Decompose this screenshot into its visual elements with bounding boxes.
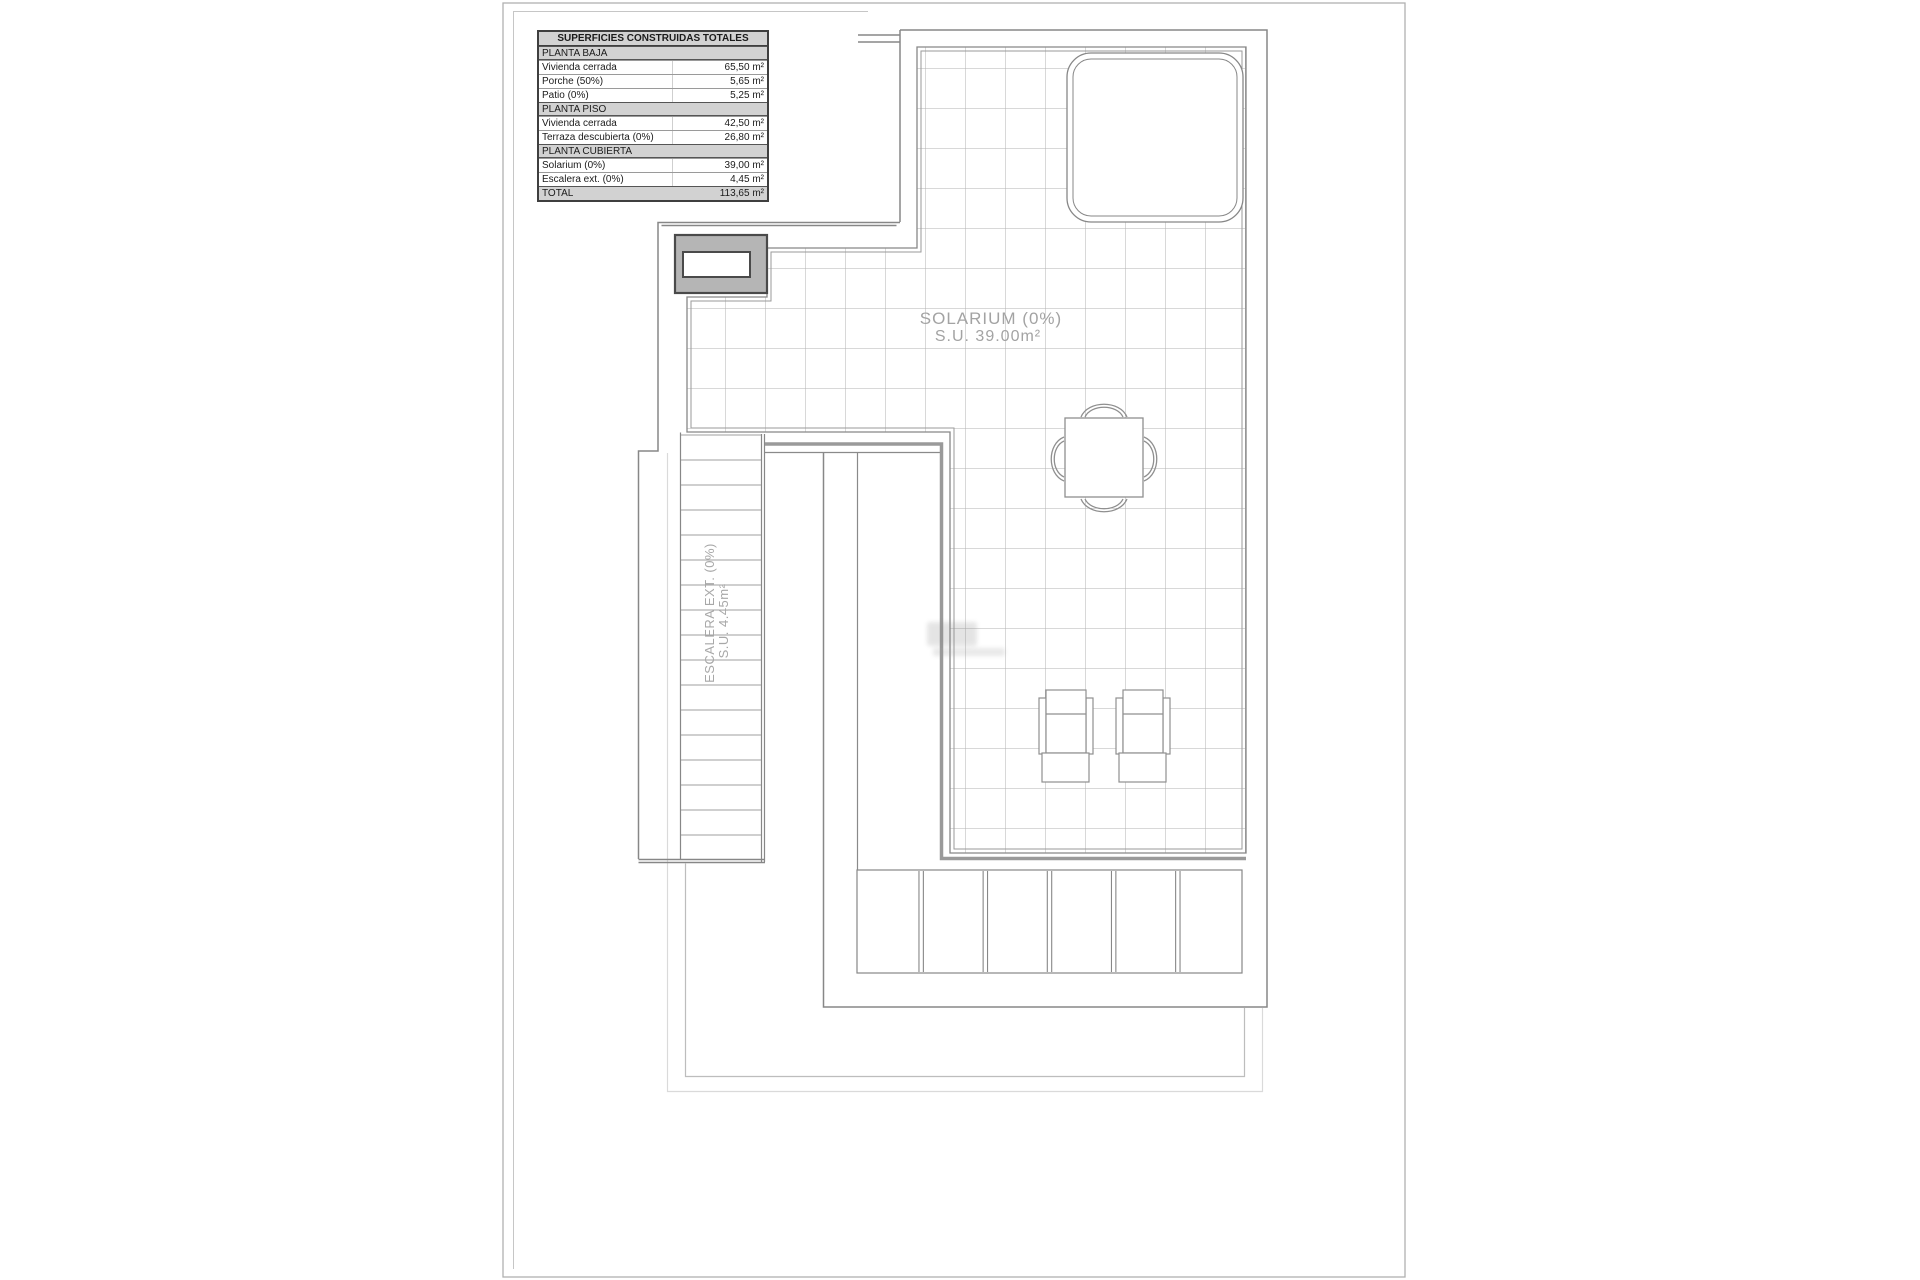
table-row xyxy=(539,60,767,74)
row-label: Porche (50%) xyxy=(539,75,673,88)
row-value: 5,65 m² xyxy=(730,76,764,87)
chimney-box xyxy=(675,235,767,293)
row-value: 39,00 m² xyxy=(724,160,764,171)
row-label: PLANTA BAJA xyxy=(542,47,608,59)
table-title-row: SUPERFICIES CONSTRUIDAS TOTALES xyxy=(539,32,767,46)
table-row xyxy=(539,116,767,130)
table-row xyxy=(539,74,767,88)
solarium-label-line1: SOLARIUM (0%) xyxy=(919,309,1063,328)
stair-right-edge xyxy=(762,434,765,862)
table-row xyxy=(539,158,767,172)
watermark xyxy=(925,620,1020,660)
table-row xyxy=(539,130,767,144)
row-value: 4,45 m² xyxy=(730,174,764,185)
row-value: 42,50 m² xyxy=(724,118,764,129)
row-label: Vivienda cerrada xyxy=(539,117,673,130)
stairs-label xyxy=(702,543,731,683)
table-top xyxy=(1065,418,1143,497)
table-row xyxy=(539,144,767,158)
stairs-label-line2: S.U. 4.45m² xyxy=(716,583,731,659)
pergola xyxy=(857,870,1242,973)
row-label: Terraza descubierta (0%) xyxy=(539,131,673,144)
row-value: 5,25 m² xyxy=(730,90,764,101)
row-value: 113,65 m² xyxy=(719,188,764,199)
row-label: Vivienda cerrada xyxy=(539,61,673,74)
row-label: PLANTA CUBIERTA xyxy=(542,145,633,157)
row-label: Solarium (0%) xyxy=(539,159,673,172)
table-row xyxy=(539,186,767,200)
table-row xyxy=(539,102,767,116)
table-row xyxy=(539,172,767,186)
row-label: TOTAL xyxy=(542,188,574,199)
patio-table-set xyxy=(1051,404,1157,512)
lounger xyxy=(1116,690,1170,782)
table-row xyxy=(539,88,767,102)
table-row xyxy=(539,46,767,60)
stairs-label-line1: ESCALERA EXT. (0%) xyxy=(702,543,717,683)
jacuzzi xyxy=(1067,53,1243,222)
solarium-label-line2: S.U. 39.00m² xyxy=(934,328,1042,345)
row-value: 26,80 m² xyxy=(724,132,764,143)
row-label: Patio (0%) xyxy=(539,89,673,102)
areas-summary-table xyxy=(537,30,769,202)
row-value: 65,50 m² xyxy=(724,62,764,73)
terrace-void-lines xyxy=(765,453,943,871)
lounger xyxy=(1039,690,1093,782)
row-label: Escalera ext. (0%) xyxy=(539,173,673,186)
row-label: PLANTA PISO xyxy=(542,103,607,115)
